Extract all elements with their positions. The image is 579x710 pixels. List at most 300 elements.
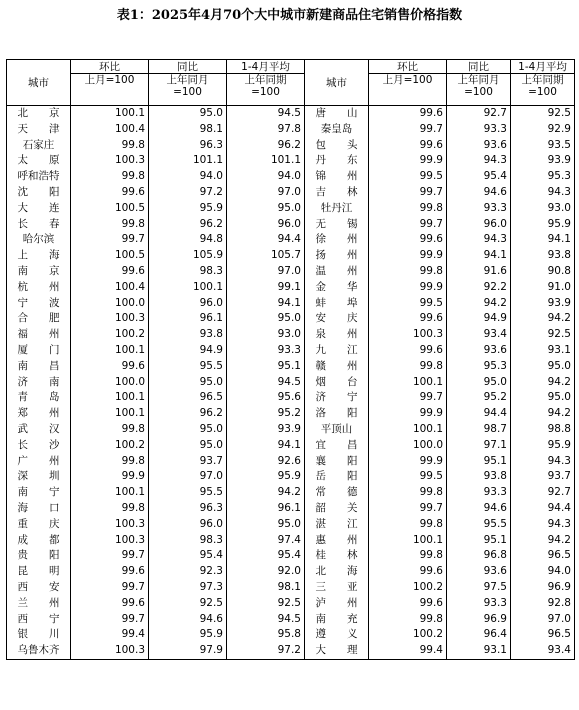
cell-mom-right: 100.2: [369, 580, 447, 596]
cell-mom-right: 100.0: [369, 438, 447, 454]
cell-ytd-left: 94.4: [227, 232, 305, 248]
table-row: [7, 580, 575, 596]
cell-ytd-right: 94.3: [511, 454, 575, 470]
table-row: [7, 612, 575, 628]
cell-city-right: 锦 州: [305, 169, 369, 185]
cell-mom-right: 99.7: [369, 501, 447, 517]
cell-city-right: 襄 阳: [305, 454, 369, 470]
cell-city-right: 吉 林: [305, 185, 369, 201]
cell-city-left: 长 春: [7, 217, 71, 233]
cell-city-left: 西 宁: [7, 612, 71, 628]
cell-ytd-left: 95.0: [227, 311, 305, 327]
cell-yoy-left: 105.9: [149, 248, 227, 264]
cell-mom-left: 99.6: [71, 359, 149, 375]
cell-yoy-left: 94.0: [149, 169, 227, 185]
cell-mom-right: 99.8: [369, 548, 447, 564]
cell-city-right: 南 充: [305, 612, 369, 628]
cell-ytd-left: 93.3: [227, 343, 305, 359]
cell-mom-left: 99.7: [71, 232, 149, 248]
cell-mom-right: 99.7: [369, 185, 447, 201]
table-row: [7, 438, 575, 454]
cell-ytd-right: 91.0: [511, 280, 575, 296]
cell-city-left: 银 川: [7, 627, 71, 643]
cell-mom-left: 99.7: [71, 612, 149, 628]
table-row: [7, 501, 575, 517]
cell-ytd-right: 93.8: [511, 248, 575, 264]
cell-ytd-right: 90.8: [511, 264, 575, 280]
cell-city-left: 南 宁: [7, 485, 71, 501]
cell-ytd-right: 97.0: [511, 612, 575, 628]
cell-city-right: 洛 阳: [305, 406, 369, 422]
cell-yoy-left: 95.0: [149, 438, 227, 454]
cell-yoy-right: 97.5: [447, 580, 511, 596]
cell-mom-right: 100.2: [369, 627, 447, 643]
cell-ytd-left: 92.5: [227, 596, 305, 612]
cell-yoy-left: 96.5: [149, 390, 227, 406]
cell-ytd-left: 93.0: [227, 327, 305, 343]
mom-header-right: 环比: [369, 60, 447, 74]
cell-yoy-right: 93.6: [447, 564, 511, 580]
cell-yoy-left: 96.0: [149, 517, 227, 533]
cell-yoy-right: 94.4: [447, 406, 511, 422]
cell-mom-left: 99.8: [71, 217, 149, 233]
cell-ytd-right: 94.4: [511, 501, 575, 517]
cell-yoy-left: 94.8: [149, 232, 227, 248]
cell-yoy-right: 93.6: [447, 138, 511, 154]
cell-yoy-left: 98.3: [149, 533, 227, 549]
cell-ytd-left: 95.8: [227, 627, 305, 643]
cell-ytd-left: 92.0: [227, 564, 305, 580]
cell-city-left: 乌鲁木齐: [7, 643, 71, 659]
cell-yoy-right: 93.3: [447, 485, 511, 501]
table-row: [7, 153, 575, 169]
cell-ytd-right: 92.8: [511, 596, 575, 612]
mom-subheader-right: 上月=100: [369, 74, 447, 106]
table-row: [7, 406, 575, 422]
cell-city-right: 遵 义: [305, 627, 369, 643]
cell-yoy-right: 93.8: [447, 469, 511, 485]
cell-ytd-left: 94.1: [227, 438, 305, 454]
cell-mom-right: 99.6: [369, 138, 447, 154]
cell-ytd-right: 93.9: [511, 296, 575, 312]
cell-city-right: 扬 州: [305, 248, 369, 264]
cell-yoy-left: 101.1: [149, 153, 227, 169]
cell-ytd-right: 95.0: [511, 390, 575, 406]
cell-yoy-left: 92.3: [149, 564, 227, 580]
cell-mom-left: 100.1: [71, 485, 149, 501]
cell-city-left: 上 海: [7, 248, 71, 264]
cell-ytd-left: 96.2: [227, 138, 305, 154]
cell-city-right: 泉 州: [305, 327, 369, 343]
table-row: [7, 138, 575, 154]
cell-mom-right: 99.6: [369, 596, 447, 612]
cell-ytd-right: 95.0: [511, 359, 575, 375]
cell-city-left: 南 京: [7, 264, 71, 280]
table-row: [7, 185, 575, 201]
cell-yoy-left: 93.7: [149, 454, 227, 470]
cell-ytd-left: 95.0: [227, 517, 305, 533]
cell-city-right: 丹 东: [305, 153, 369, 169]
cell-ytd-left: 101.1: [227, 153, 305, 169]
cell-yoy-right: 93.6: [447, 343, 511, 359]
cell-city-left: 海 口: [7, 501, 71, 517]
cell-yoy-right: 95.5: [447, 517, 511, 533]
cell-yoy-right: 96.0: [447, 217, 511, 233]
table-row: [7, 169, 575, 185]
cell-city-right: 泸 州: [305, 596, 369, 612]
cell-mom-left: 99.7: [71, 580, 149, 596]
cell-yoy-right: 96.8: [447, 548, 511, 564]
cell-city-right: 唐 山: [305, 106, 369, 122]
cell-city-left: 北 京: [7, 106, 71, 122]
ytd-subheader-right: 上年同期 =100: [511, 74, 575, 106]
cell-city-left: 沈 阳: [7, 185, 71, 201]
cell-city-left: 青 岛: [7, 390, 71, 406]
cell-ytd-left: 97.0: [227, 264, 305, 280]
cell-mom-right: 99.8: [369, 264, 447, 280]
cell-mom-right: 99.9: [369, 280, 447, 296]
cell-yoy-left: 95.0: [149, 106, 227, 122]
cell-yoy-left: 92.5: [149, 596, 227, 612]
table-row: [7, 311, 575, 327]
cell-ytd-left: 94.5: [227, 106, 305, 122]
table-row: [7, 217, 575, 233]
cell-city-left: 石家庄: [7, 138, 71, 154]
table-row: [7, 596, 575, 612]
cell-city-right: 韶 关: [305, 501, 369, 517]
cell-ytd-left: 93.9: [227, 422, 305, 438]
cell-mom-left: 100.0: [71, 375, 149, 391]
cell-yoy-right: 93.3: [447, 596, 511, 612]
cell-mom-left: 99.6: [71, 564, 149, 580]
cell-city-right: 北 海: [305, 564, 369, 580]
cell-ytd-right: 94.2: [511, 406, 575, 422]
cell-ytd-right: 93.9: [511, 153, 575, 169]
cell-city-right: 安 庆: [305, 311, 369, 327]
table-row: [7, 564, 575, 580]
cell-yoy-left: 97.2: [149, 185, 227, 201]
table-title: 表1：2025年4月70个大中城市新建商品住宅销售价格指数: [116, 8, 463, 23]
cell-ytd-right: 96.5: [511, 548, 575, 564]
cell-yoy-left: 100.1: [149, 280, 227, 296]
cell-ytd-left: 94.5: [227, 612, 305, 628]
cell-yoy-left: 95.9: [149, 627, 227, 643]
cell-yoy-left: 95.0: [149, 375, 227, 391]
cell-mom-left: 100.3: [71, 533, 149, 549]
cell-ytd-right: 98.8: [511, 422, 575, 438]
cell-ytd-right: 92.5: [511, 106, 575, 122]
cell-mom-left: 99.7: [71, 548, 149, 564]
cell-mom-right: 99.5: [369, 469, 447, 485]
cell-yoy-left: 94.9: [149, 343, 227, 359]
cell-ytd-left: 94.1: [227, 296, 305, 312]
cell-yoy-left: 97.0: [149, 469, 227, 485]
cell-ytd-left: 95.6: [227, 390, 305, 406]
cell-city-right: 牡丹江: [305, 201, 369, 217]
cell-ytd-left: 94.0: [227, 169, 305, 185]
cell-mom-left: 99.4: [71, 627, 149, 643]
table-row: [7, 548, 575, 564]
cell-ytd-right: 92.5: [511, 327, 575, 343]
table-row: [7, 106, 575, 122]
cell-mom-left: 99.6: [71, 185, 149, 201]
cell-city-left: 兰 州: [7, 596, 71, 612]
cell-ytd-left: 95.2: [227, 406, 305, 422]
cell-city-right: 平顶山: [305, 422, 369, 438]
cell-ytd-right: 93.4: [511, 643, 575, 659]
table-row: [7, 627, 575, 643]
cell-mom-right: 99.6: [369, 232, 447, 248]
cell-yoy-left: 96.2: [149, 406, 227, 422]
table-row: [7, 454, 575, 470]
cell-mom-right: 99.6: [369, 564, 447, 580]
cell-yoy-right: 94.9: [447, 311, 511, 327]
yoy-header-right: 同比: [447, 60, 511, 74]
cell-mom-right: 99.7: [369, 390, 447, 406]
cell-city-left: 宁 波: [7, 296, 71, 312]
cell-mom-right: 100.3: [369, 327, 447, 343]
cell-mom-right: 99.4: [369, 643, 447, 659]
table-row: [7, 517, 575, 533]
cell-yoy-left: 95.4: [149, 548, 227, 564]
table-row: [7, 359, 575, 375]
cell-ytd-right: 92.9: [511, 122, 575, 138]
cell-yoy-left: 95.5: [149, 485, 227, 501]
cell-yoy-left: 96.1: [149, 311, 227, 327]
table-body: [7, 106, 575, 660]
cell-city-right: 徐 州: [305, 232, 369, 248]
cell-mom-left: 100.5: [71, 248, 149, 264]
cell-mom-left: 100.0: [71, 296, 149, 312]
cell-city-right: 宜 昌: [305, 438, 369, 454]
cell-ytd-right: 93.7: [511, 469, 575, 485]
cell-mom-left: 100.5: [71, 201, 149, 217]
cell-city-left: 杭 州: [7, 280, 71, 296]
cell-city-left: 大 连: [7, 201, 71, 217]
cell-yoy-left: 96.2: [149, 217, 227, 233]
cell-ytd-left: 94.2: [227, 485, 305, 501]
cell-mom-right: 99.6: [369, 311, 447, 327]
cell-city-left: 西 安: [7, 580, 71, 596]
cell-yoy-right: 93.3: [447, 122, 511, 138]
cell-ytd-right: 94.2: [511, 375, 575, 391]
cell-city-left: 成 都: [7, 533, 71, 549]
cell-city-right: 秦皇岛: [305, 122, 369, 138]
yoy-header-left: 同比: [149, 60, 227, 74]
cell-yoy-right: 95.4: [447, 169, 511, 185]
cell-city-right: 烟 台: [305, 375, 369, 391]
cell-ytd-left: 94.5: [227, 375, 305, 391]
cell-mom-left: 100.1: [71, 106, 149, 122]
cell-mom-right: 99.8: [369, 612, 447, 628]
cell-ytd-right: 95.9: [511, 217, 575, 233]
cell-ytd-left: 92.6: [227, 454, 305, 470]
cell-mom-right: 99.9: [369, 153, 447, 169]
cell-yoy-right: 98.7: [447, 422, 511, 438]
cell-yoy-right: 97.1: [447, 438, 511, 454]
cell-yoy-right: 93.4: [447, 327, 511, 343]
cell-ytd-left: 97.8: [227, 122, 305, 138]
cell-ytd-left: 97.4: [227, 533, 305, 549]
table-header: [7, 60, 575, 106]
cell-yoy-right: 94.6: [447, 501, 511, 517]
cell-mom-right: 99.6: [369, 106, 447, 122]
cell-mom-left: 100.1: [71, 390, 149, 406]
cell-mom-right: 100.1: [369, 422, 447, 438]
cell-city-left: 太 原: [7, 153, 71, 169]
cell-mom-right: 99.8: [369, 201, 447, 217]
cell-ytd-right: 93.0: [511, 201, 575, 217]
cell-mom-right: 100.1: [369, 533, 447, 549]
cell-mom-right: 99.9: [369, 248, 447, 264]
cell-yoy-left: 96.3: [149, 138, 227, 154]
cell-mom-left: 100.3: [71, 643, 149, 659]
cell-city-right: 济 宁: [305, 390, 369, 406]
table-row: [7, 264, 575, 280]
cell-city-left: 合 肥: [7, 311, 71, 327]
cell-ytd-left: 95.4: [227, 548, 305, 564]
cell-city-right: 三 亚: [305, 580, 369, 596]
cell-ytd-left: 99.1: [227, 280, 305, 296]
cell-yoy-left: 95.5: [149, 359, 227, 375]
cell-city-right: 蚌 埠: [305, 296, 369, 312]
cell-city-right: 湛 江: [305, 517, 369, 533]
cell-yoy-right: 95.2: [447, 390, 511, 406]
table-row: [7, 422, 575, 438]
cell-mom-right: 99.8: [369, 359, 447, 375]
cell-yoy-left: 94.6: [149, 612, 227, 628]
cell-ytd-left: 96.0: [227, 217, 305, 233]
cell-yoy-right: 95.1: [447, 454, 511, 470]
city-header-right: 城市: [305, 60, 369, 106]
cell-mom-right: 99.5: [369, 296, 447, 312]
cell-city-left: 武 汉: [7, 422, 71, 438]
cell-city-right: 惠 州: [305, 533, 369, 549]
cell-ytd-left: 95.9: [227, 469, 305, 485]
cell-ytd-right: 95.3: [511, 169, 575, 185]
cell-yoy-right: 93.3: [447, 201, 511, 217]
cell-yoy-right: 95.3: [447, 359, 511, 375]
cell-mom-left: 99.8: [71, 422, 149, 438]
cell-mom-right: 99.7: [369, 122, 447, 138]
cell-city-left: 厦 门: [7, 343, 71, 359]
cell-mom-right: 100.1: [369, 375, 447, 391]
cell-mom-left: 100.4: [71, 280, 149, 296]
cell-city-left: 贵 阳: [7, 548, 71, 564]
cell-city-left: 天 津: [7, 122, 71, 138]
cell-city-left: 郑 州: [7, 406, 71, 422]
cell-city-left: 福 州: [7, 327, 71, 343]
cell-yoy-left: 95.0: [149, 422, 227, 438]
cell-mom-right: 99.9: [369, 454, 447, 470]
cell-city-right: 常 德: [305, 485, 369, 501]
cell-mom-left: 100.4: [71, 122, 149, 138]
cell-ytd-right: 96.9: [511, 580, 575, 596]
cell-mom-right: 99.8: [369, 517, 447, 533]
cell-mom-left: 100.1: [71, 343, 149, 359]
cell-mom-left: 99.8: [71, 454, 149, 470]
cell-mom-right: 99.7: [369, 217, 447, 233]
cell-ytd-right: 92.7: [511, 485, 575, 501]
cell-yoy-right: 95.1: [447, 533, 511, 549]
cell-city-right: 包 头: [305, 138, 369, 154]
cell-yoy-left: 98.3: [149, 264, 227, 280]
cell-yoy-right: 92.2: [447, 280, 511, 296]
cell-mom-right: 99.5: [369, 169, 447, 185]
cell-city-right: 温 州: [305, 264, 369, 280]
cell-mom-left: 99.8: [71, 501, 149, 517]
cell-mom-left: 99.8: [71, 138, 149, 154]
ytd-header-right: 1-4月平均: [511, 60, 575, 74]
cell-yoy-left: 97.3: [149, 580, 227, 596]
cell-city-left: 呼和浩特: [7, 169, 71, 185]
table-row: [7, 122, 575, 138]
cell-mom-left: 99.9: [71, 469, 149, 485]
cell-yoy-right: 94.3: [447, 232, 511, 248]
cell-city-right: 九 江: [305, 343, 369, 359]
table-row: [7, 232, 575, 248]
cell-yoy-left: 93.8: [149, 327, 227, 343]
cell-ytd-left: 95.0: [227, 201, 305, 217]
cell-yoy-right: 94.3: [447, 153, 511, 169]
cell-ytd-left: 97.2: [227, 643, 305, 659]
table-row: [7, 280, 575, 296]
cell-city-left: 深 圳: [7, 469, 71, 485]
cell-yoy-right: 92.7: [447, 106, 511, 122]
cell-city-left: 南 昌: [7, 359, 71, 375]
cell-ytd-right: 94.3: [511, 185, 575, 201]
cell-mom-left: 100.3: [71, 517, 149, 533]
cell-yoy-right: 93.1: [447, 643, 511, 659]
cell-yoy-right: 94.2: [447, 296, 511, 312]
ytd-subheader-left: 上年同期 =100: [227, 74, 305, 106]
cell-ytd-right: 95.9: [511, 438, 575, 454]
cell-mom-right: 99.6: [369, 343, 447, 359]
cell-mom-left: 100.2: [71, 438, 149, 454]
table-row: [7, 469, 575, 485]
cell-mom-left: 100.2: [71, 327, 149, 343]
cell-ytd-left: 97.0: [227, 185, 305, 201]
cell-mom-left: 100.1: [71, 406, 149, 422]
cell-yoy-right: 94.6: [447, 185, 511, 201]
cell-city-right: 赣 州: [305, 359, 369, 375]
cell-ytd-right: 93.5: [511, 138, 575, 154]
yoy-subheader-left: 上年同月 =100: [149, 74, 227, 106]
cell-mom-right: 99.8: [369, 485, 447, 501]
cell-city-left: 长 沙: [7, 438, 71, 454]
cell-city-right: 金 华: [305, 280, 369, 296]
cell-ytd-left: 95.1: [227, 359, 305, 375]
cell-mom-left: 100.3: [71, 153, 149, 169]
table-row: [7, 485, 575, 501]
mom-subheader-left: 上月=100: [71, 74, 149, 106]
table-row: [7, 533, 575, 549]
cell-mom-right: 99.9: [369, 406, 447, 422]
yoy-subheader-right: 上年同月 =100: [447, 74, 511, 106]
cell-city-right: 无 锡: [305, 217, 369, 233]
cell-city-left: 昆 明: [7, 564, 71, 580]
cell-ytd-right: 94.3: [511, 517, 575, 533]
table-row: [7, 296, 575, 312]
table-row: [7, 343, 575, 359]
cell-ytd-right: 94.2: [511, 533, 575, 549]
cell-yoy-right: 96.9: [447, 612, 511, 628]
table-row: [7, 327, 575, 343]
cell-city-left: 广 州: [7, 454, 71, 470]
cell-ytd-left: 105.7: [227, 248, 305, 264]
cell-city-left: 济 南: [7, 375, 71, 391]
table-row: [7, 248, 575, 264]
